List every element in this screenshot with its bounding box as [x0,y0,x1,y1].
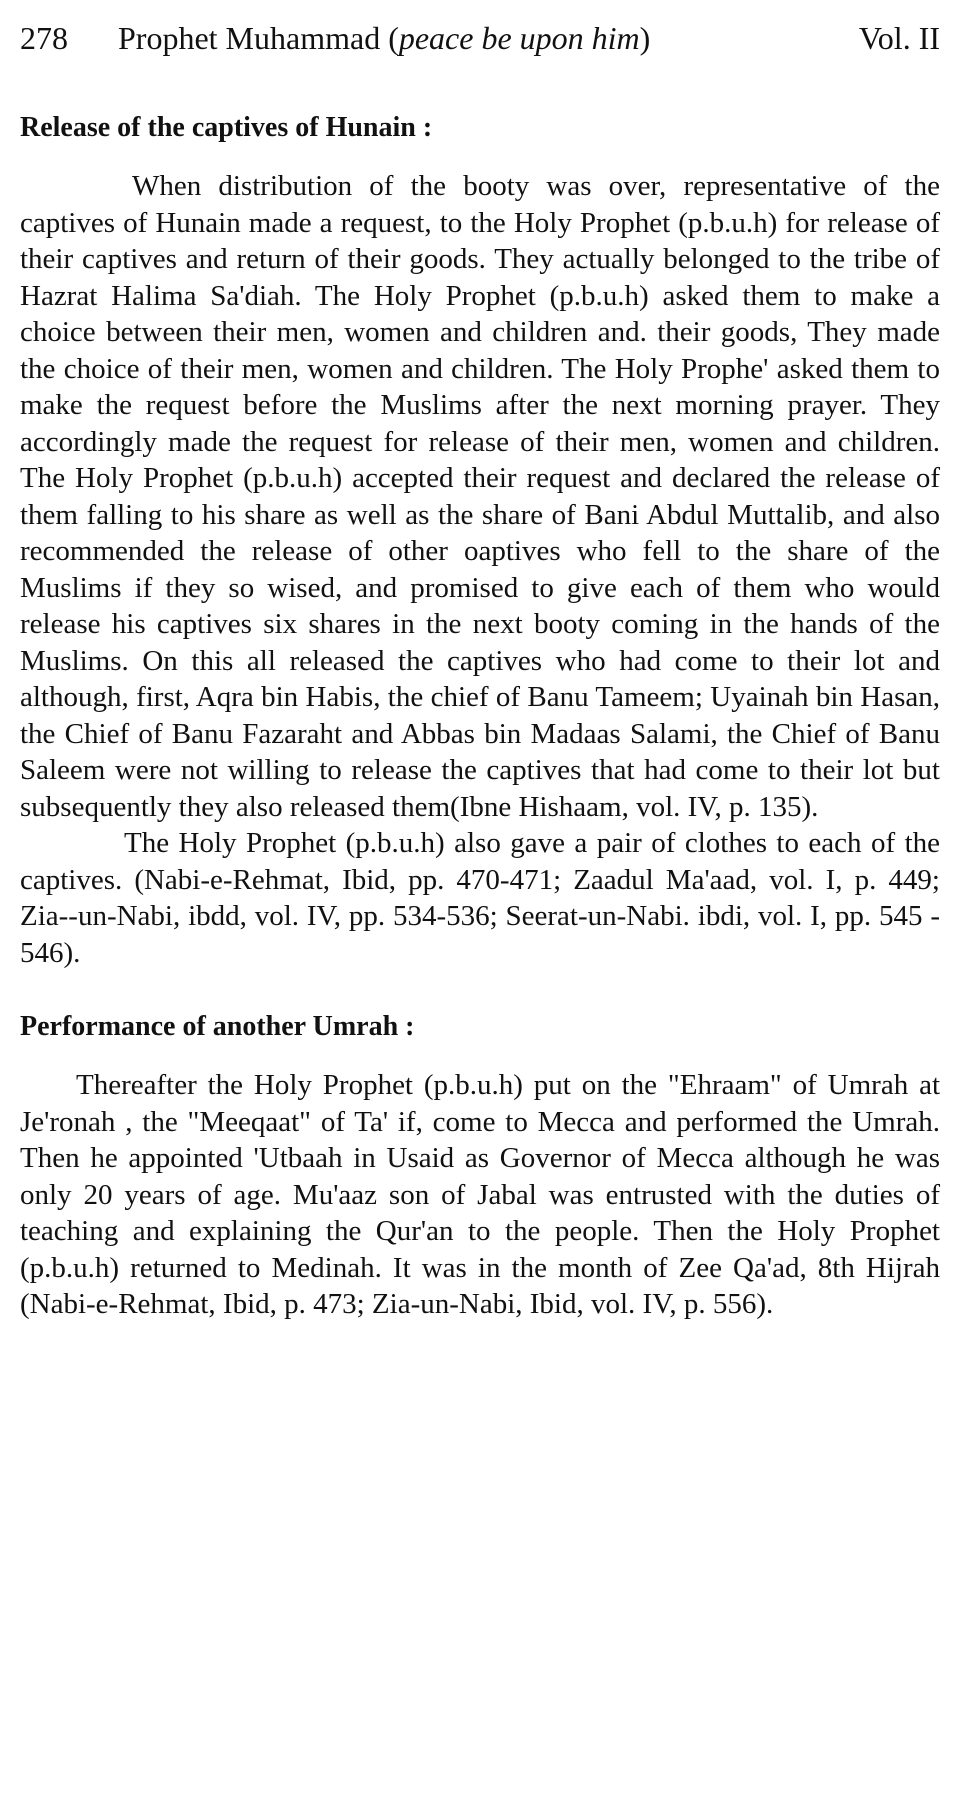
section-heading-umrah: Performance of another Umrah : [20,1011,415,1042]
book-title [118,18,859,58]
book-title-main: Prophet Muhammad ( [118,20,399,56]
paragraph-clothes-gift: The Holy Prophet (p.b.u.h) also gave a pair of clothes to each of the captives. (Nabi-e-Rehmat, Ibid, pp. 470-471; Zaadul Ma'aad, vol. I, p. 449; Zia--un-Nabi, ibdd, vol. IV, pp. 534-536; Seerat-un-Nabi. ibdi, vol. I, pp. 545 - 546). [20,827,940,969]
paragraph-umrah: Thereafter the Holy Prophet (p.b.u.h) put on the "Ehraam" of Umrah at Je'ronah , the "Meeqaat" of Ta' if, come to Mecca and performed the Umrah. Then he appointed 'Utbaah in Usaid as Governor of Mecca although he was only 20 years of age. Mu'aaz son of Jabal was entrusted with the duties of teaching and explaining the Qur'an to the people. Then the Holy Prophet (p.b.u.h) returned to Medinah. It was in the month of Zee Qa'ad, 8th Hijrah (Nabi-e-Rehmat, Ibid, p. 473; Zia-un-Nabi, Ibid, vol. IV, p. 556). [20,1069,940,1320]
book-title-italic: peace be upon him [398,20,640,56]
book-title-end: ) [639,20,651,56]
book-page [20,18,940,1323]
page-number: 278 [20,20,68,56]
section-heading-captives: Release of the captives of Hunain : [20,112,433,143]
volume-label: Vol. II [858,20,940,56]
running-header [20,18,940,58]
paragraph-captives-release: When distribution of the booty was over, representative of the captives of Hunain made a request, to the Holy Prophet (p.b.u.h) for release of their captives and return of their goods. They actually belonged to the tribe of Hazrat Halima Sa'diah. The Holy Prophet (p.b.u.h) asked them to make a choice between their men, women and children and. their goods, They made the choice of their men, women and children. The Holy Prophe' asked them to make the request before the Muslims after the next morning prayer. They accordingly made the request for release of their men, women and children. The Holy Prophet (p.b.u.h) accepted their request and declared the release of them falling to his share as well as the share of Bani Abdul Muttalib, and also recommended the release of other oaptives who fell to the share of the Muslims if they so wised, and promised to give each of them who would release his captives six shares in the next booty coming in the hands of the Muslims. On this all released the captives who had come to their lot and although, first, Aqra bin Habis, the chief of Banu Tameem; Uyainah bin Hasan, the Chief of Banu Fazaraht and Abbas bin Madaas Salami, the Chief of Banu Saleem were not willing to release the captives that had come to their lot but subsequently they also released them(Ibne Hishaam, vol. IV, p. 135). [20,170,940,823]
